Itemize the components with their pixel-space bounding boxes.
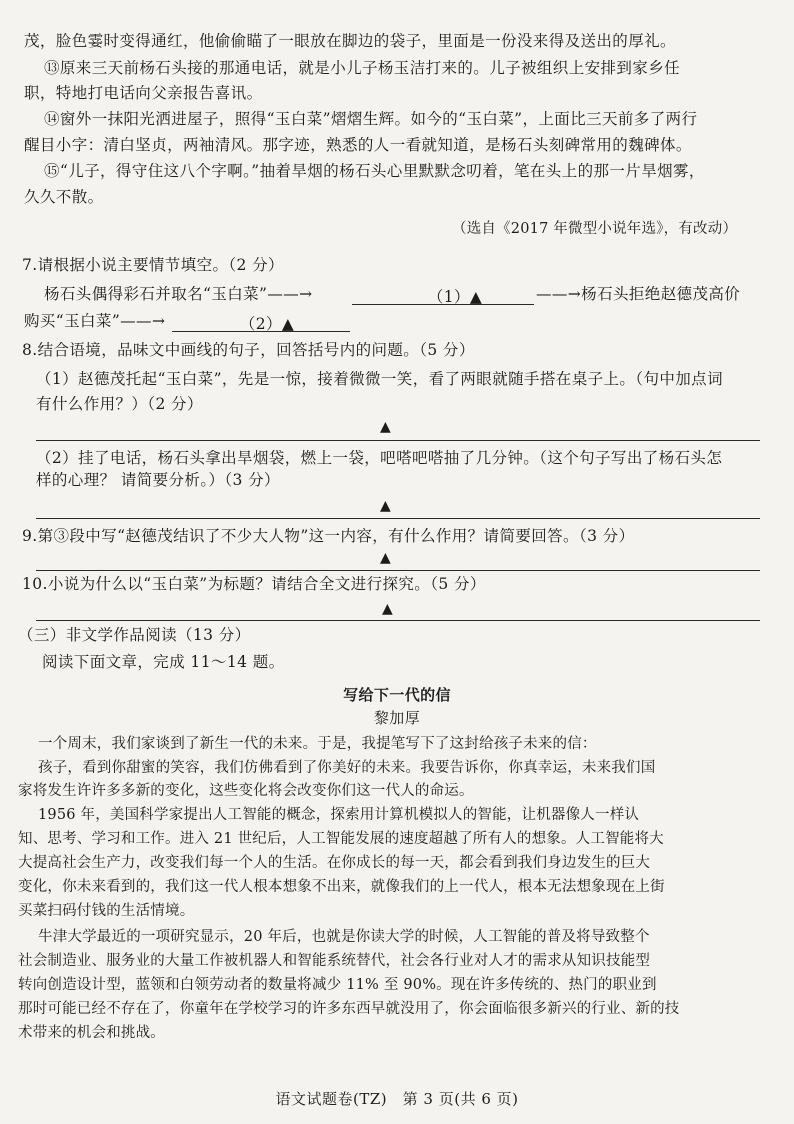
question-9: 9.第③段中写“赵德茂结识了不少大人物”这一内容，有什么作用？请简要回答。（3 分） xyxy=(22,527,635,545)
story-para-13-line-2: 职，特地打电话向父亲报告喜讯。 xyxy=(24,84,263,102)
article-para-3-line-4: 变化，你未来看到的，我们这一代人根本想象不出来，就像我们的上一代人，根本无法想象现在上街 xyxy=(18,879,665,895)
story-para-15-line-1: ⑮“儿子，得守住这八个字啊。”抽着旱烟的杨石头心里默默念叨着，笔在头上的那一片旱烟雾， xyxy=(44,162,705,180)
q8-2-line-2: 样的心理？ 请简要分析。）（3 分） xyxy=(36,471,280,489)
article-author: 黎加厚 xyxy=(373,709,421,727)
q7-line-1-end: ——→杨石头拒绝赵德茂高价 xyxy=(536,285,741,303)
q7-answer-blank-1[interactable] xyxy=(352,283,534,305)
story-para-13-line-1: ⑬原来三天前杨石头接的那通电话，就是小儿子杨玉洁打来的。儿子被组织上安排到家乡任 xyxy=(44,59,681,77)
article-para-3-line-5: 买菜扫码付钱的生活情境。 xyxy=(18,903,195,919)
story-para-15-line-2: 久久不散。 xyxy=(24,188,104,206)
article-para-3-line-3: 大提高社会生产力，改变我们每一个人的生活。在你成长的每一天，都会看到我们身边发生的巨大 xyxy=(18,855,651,871)
question-8: 8.结合语境，品味文中画线的句子，回答括号内的问题。（5 分） xyxy=(22,341,475,359)
article-para-4-line-2: 社会制造业、服务业的大量工作被机器人和智能系统替代，社会各行业对人才的需求从知识技能型 xyxy=(18,953,651,969)
article-para-3-line-2: 知、思考、学习和工作。进入 21 世纪后，人工智能发展的速度超越了所有人的想象。人工智能将大 xyxy=(18,831,664,847)
page-footer: 语文试题卷(TZ) 第 3 页(共 6 页) xyxy=(275,1090,519,1108)
article-para-3-line-1: 1956 年，美国科学家提出人工智能的概念，探索用计算机模拟人的智能，让机器像人一样认 xyxy=(38,807,640,823)
q7-answer-blank-2[interactable] xyxy=(172,310,350,332)
q8-1-answer-mark: ▲ xyxy=(380,419,391,435)
article-para-4-line-3: 转向创造设计型，蓝领和白领劳动者的数量将减少 11% 至 90%。现在许多传统的、热门的职业到 xyxy=(18,977,657,993)
question-7: 7.请根据小说主要情节填空。（2 分） xyxy=(22,256,284,274)
question-10: 10.小说为什么以“玉白菜”为标题？请结合全文进行探究。（5 分） xyxy=(22,575,486,593)
q10-answer-line[interactable] xyxy=(36,620,760,621)
story-source: （选自《2017 年微型小说年选》，有改动） xyxy=(452,221,738,237)
story-para-12-end: 茂，脸色霎时变得通红，他偷偷瞄了一眼放在脚边的袋子，里面是一份没来得及送出的厚礼。 xyxy=(24,32,676,50)
q7-line-2-start: 购买“玉白菜”——→ xyxy=(24,312,166,330)
article-para-4-line-1: 牛津大学最近的一项研究显示，20 年后，也就是你读大学的时候，人工智能的普及将导致整个 xyxy=(38,929,650,945)
article-para-4-line-4: 那时可能已经不存在了，你童年在学校学习的许多东西早就没用了，你会面临很多新兴的行业、新的技 xyxy=(18,1001,680,1017)
q9-answer-mark: ▲ xyxy=(380,550,391,566)
q8-1-line-1: （1）赵德茂托起“玉白菜”，先是一惊，接着微微一笑，看了两眼就随手搭在桌子上。（句中加点词 xyxy=(36,370,723,388)
story-para-14-line-1: ⑭窗外一抹阳光洒进屋子，照得“玉白菜”熠熠生辉。如今的“玉白菜”，上面比三天前多了两行 xyxy=(44,110,698,128)
story-para-14-line-2: 醒目小字：清白坚贞，两袖清风。那字迹，熟悉的人一看就知道，是杨石头刻碑常用的魏碑体。 xyxy=(24,136,692,154)
q8-1-line-2: 有什么作用？）（2 分） xyxy=(36,395,203,413)
q8-2-line-1: （2）挂了电话，杨石头拿出旱烟袋，燃上一袋，吧嗒吧嗒抽了几分钟。（这个句子写出了杨石头怎 xyxy=(36,449,723,467)
q8-2-answer-mark: ▲ xyxy=(380,498,391,514)
section-3-heading: （三）非文学作品阅读（13 分） xyxy=(18,626,251,644)
q8-2-answer-line[interactable] xyxy=(36,518,760,519)
article-title: 写给下一代的信 xyxy=(343,686,451,704)
article-para-1: 一个周末，我们家谈到了新生一代的未来。于是，我提笔写下了这封给孩子未来的信： xyxy=(38,736,597,752)
article-para-4-line-5: 术带来的机会和挑战。 xyxy=(18,1025,165,1041)
q8-1-answer-line[interactable] xyxy=(36,440,760,441)
article-para-2-line-1: 孩子，看到你甜蜜的笑容，我们仿佛看到了你美好的未来。我要告诉你，你真幸运，未来我们国 xyxy=(38,760,656,776)
q9-answer-line[interactable] xyxy=(36,570,760,571)
article-para-2-line-2: 家将发生许许多多新的变化，这些变化将会改变你们这一代人的命运。 xyxy=(18,783,474,799)
section-3-instruction: 阅读下面文章，完成 11～14 题。 xyxy=(42,653,285,671)
q7-blank-1-label: （1）▲ xyxy=(427,288,483,306)
q7-line-1-start: 杨石头偶得彩石并取名“玉白菜”——→ xyxy=(44,285,313,303)
q10-answer-mark: ▲ xyxy=(382,601,393,617)
q7-blank-2-label: （2）▲ xyxy=(239,315,295,333)
